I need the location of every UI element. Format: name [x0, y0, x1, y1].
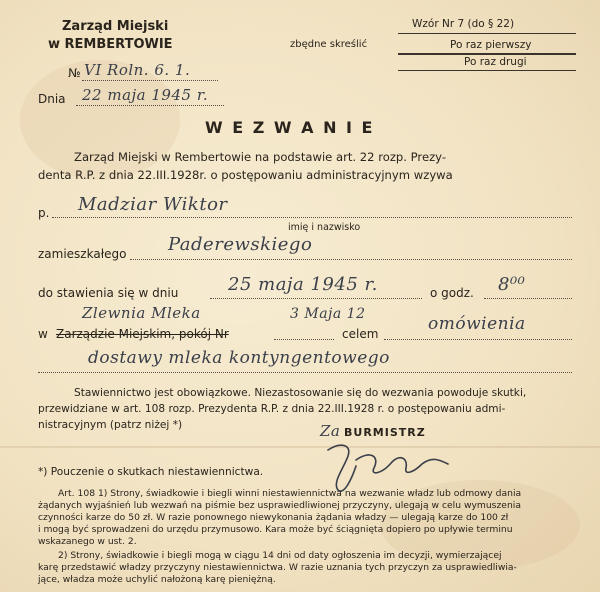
first-time-strike: [398, 53, 576, 55]
residence-label: zamieszkałego: [38, 247, 127, 261]
date-line: [76, 105, 224, 106]
residence-value: Paderewskiego: [168, 234, 313, 255]
residence-line: [130, 259, 572, 260]
purpose-value-1: omówienia: [428, 314, 526, 334]
document-title: W E Z W A N I E: [205, 118, 375, 137]
footnote-para2-line-2: karę przedstawić władzy przyczyny niestawiennictwa. W razie uznania tych przyczyn za usprawiedliwia-: [38, 562, 517, 573]
date-label: Dnia: [38, 92, 66, 106]
footnote-para2-line-1: 2) Strony, świadkowie i biegli mogą w ciągu 14 dni od daty ogłoszenia im decyzji, wymierzającej: [58, 550, 502, 561]
purpose-line-2: [38, 372, 572, 373]
footnote-art108-line-2: żądanych wyjaśnień lub wezwań na piśmie bez usprawiedliwionej przyczyny, ulegają w celu wymuszenia: [38, 500, 521, 511]
footnote-heading: *) Pouczenie o skutkach niestawiennictwa.: [38, 466, 264, 478]
footnote-art108-line-3: czynności karze do 50 zł. W razie ponownego niewykonania żądania władzy — ulegają karze do 100 zł: [38, 512, 509, 523]
office-town: w REMBERTOWIE: [48, 37, 173, 52]
time-line: [484, 298, 572, 299]
appointment-date: 25 maja 1945 r.: [228, 274, 378, 295]
date-value: 22 maja 1945 r.: [82, 86, 209, 104]
name-caption: imię i nazwisko: [288, 222, 361, 233]
notice-line-2: przewidziane w art. 108 rozp. Prezydenta R.P. z dnia 22.III.1928 r. o postępowaniu admi-: [38, 403, 506, 415]
signature-prefix: Za: [320, 422, 341, 440]
purpose-value-2: dostawy mleka kontyngentowego: [88, 348, 390, 368]
number-line: [82, 80, 218, 81]
second-time-label: Po raz drugi: [464, 56, 527, 68]
purpose-label: celem: [342, 327, 379, 341]
number-label: №: [68, 66, 81, 80]
recipient-name: Madziar Wiktor: [78, 194, 228, 215]
time-label: o godz.: [430, 286, 474, 300]
footnote-art108-line-5: wskazanego w ust. 2.: [38, 536, 137, 547]
name-line: [52, 217, 572, 218]
header-rule: [398, 33, 576, 34]
header-rule: [398, 70, 576, 71]
intro-line-2: denta R.P. z dnia 22.III.1928r. o postępowaniu administracyjnym wzywa: [38, 168, 453, 182]
time-value: 8⁰⁰: [498, 274, 526, 295]
footnote-para2-line-3: jące, władza może uchylić nałożoną karę pieniężną.: [38, 574, 276, 585]
appointment-date-line: [210, 298, 422, 299]
paper-fold: [0, 446, 600, 448]
cross-out-note: zbędne skreślić: [290, 39, 368, 50]
recipient-prefix: p.: [38, 206, 50, 220]
room-line: [274, 339, 334, 340]
signature-title: BURMISTRZ: [344, 426, 426, 439]
notice-line-1: Stawiennictwo jest obowiązkowe. Niezastosowanie się do wezwania powoduje skutki,: [74, 387, 527, 399]
first-time-label: Po raz pierwszy: [450, 39, 532, 51]
number-value: VI Roln. 6. 1.: [84, 61, 191, 79]
intro-line-1: Zarząd Miejski w Rembertowie na podstawie art. 22 rozp. Prezy-: [74, 150, 447, 164]
place-handwritten: Zlewnia Mleka: [82, 304, 201, 322]
notice-line-3: nistracyjnym (patrz niżej *): [38, 419, 183, 431]
office-name: Zarząd Miejski: [62, 19, 169, 34]
footnote-art108-line-1: Art. 108 1) Strony, świadkowie i biegli winni niestawiennictwa na wezwanie władz lub odmowy dania: [58, 488, 522, 499]
place-address: 3 Maja 12: [290, 306, 366, 322]
footnote-art108-line-4: i mogą być sprowadzeni do urzędu przymusowo. Kara może być ściągnięta dopiero po upływie terminu: [38, 524, 513, 535]
place-prefix: w: [38, 327, 48, 341]
form-label: Wzór Nr 7 (do § 22): [412, 18, 515, 30]
place-printed: Zarządzie Miejskim, pokój Nr: [56, 327, 229, 341]
purpose-line-1: [384, 339, 572, 340]
appointment-label: do stawienia się w dniu: [38, 286, 179, 300]
